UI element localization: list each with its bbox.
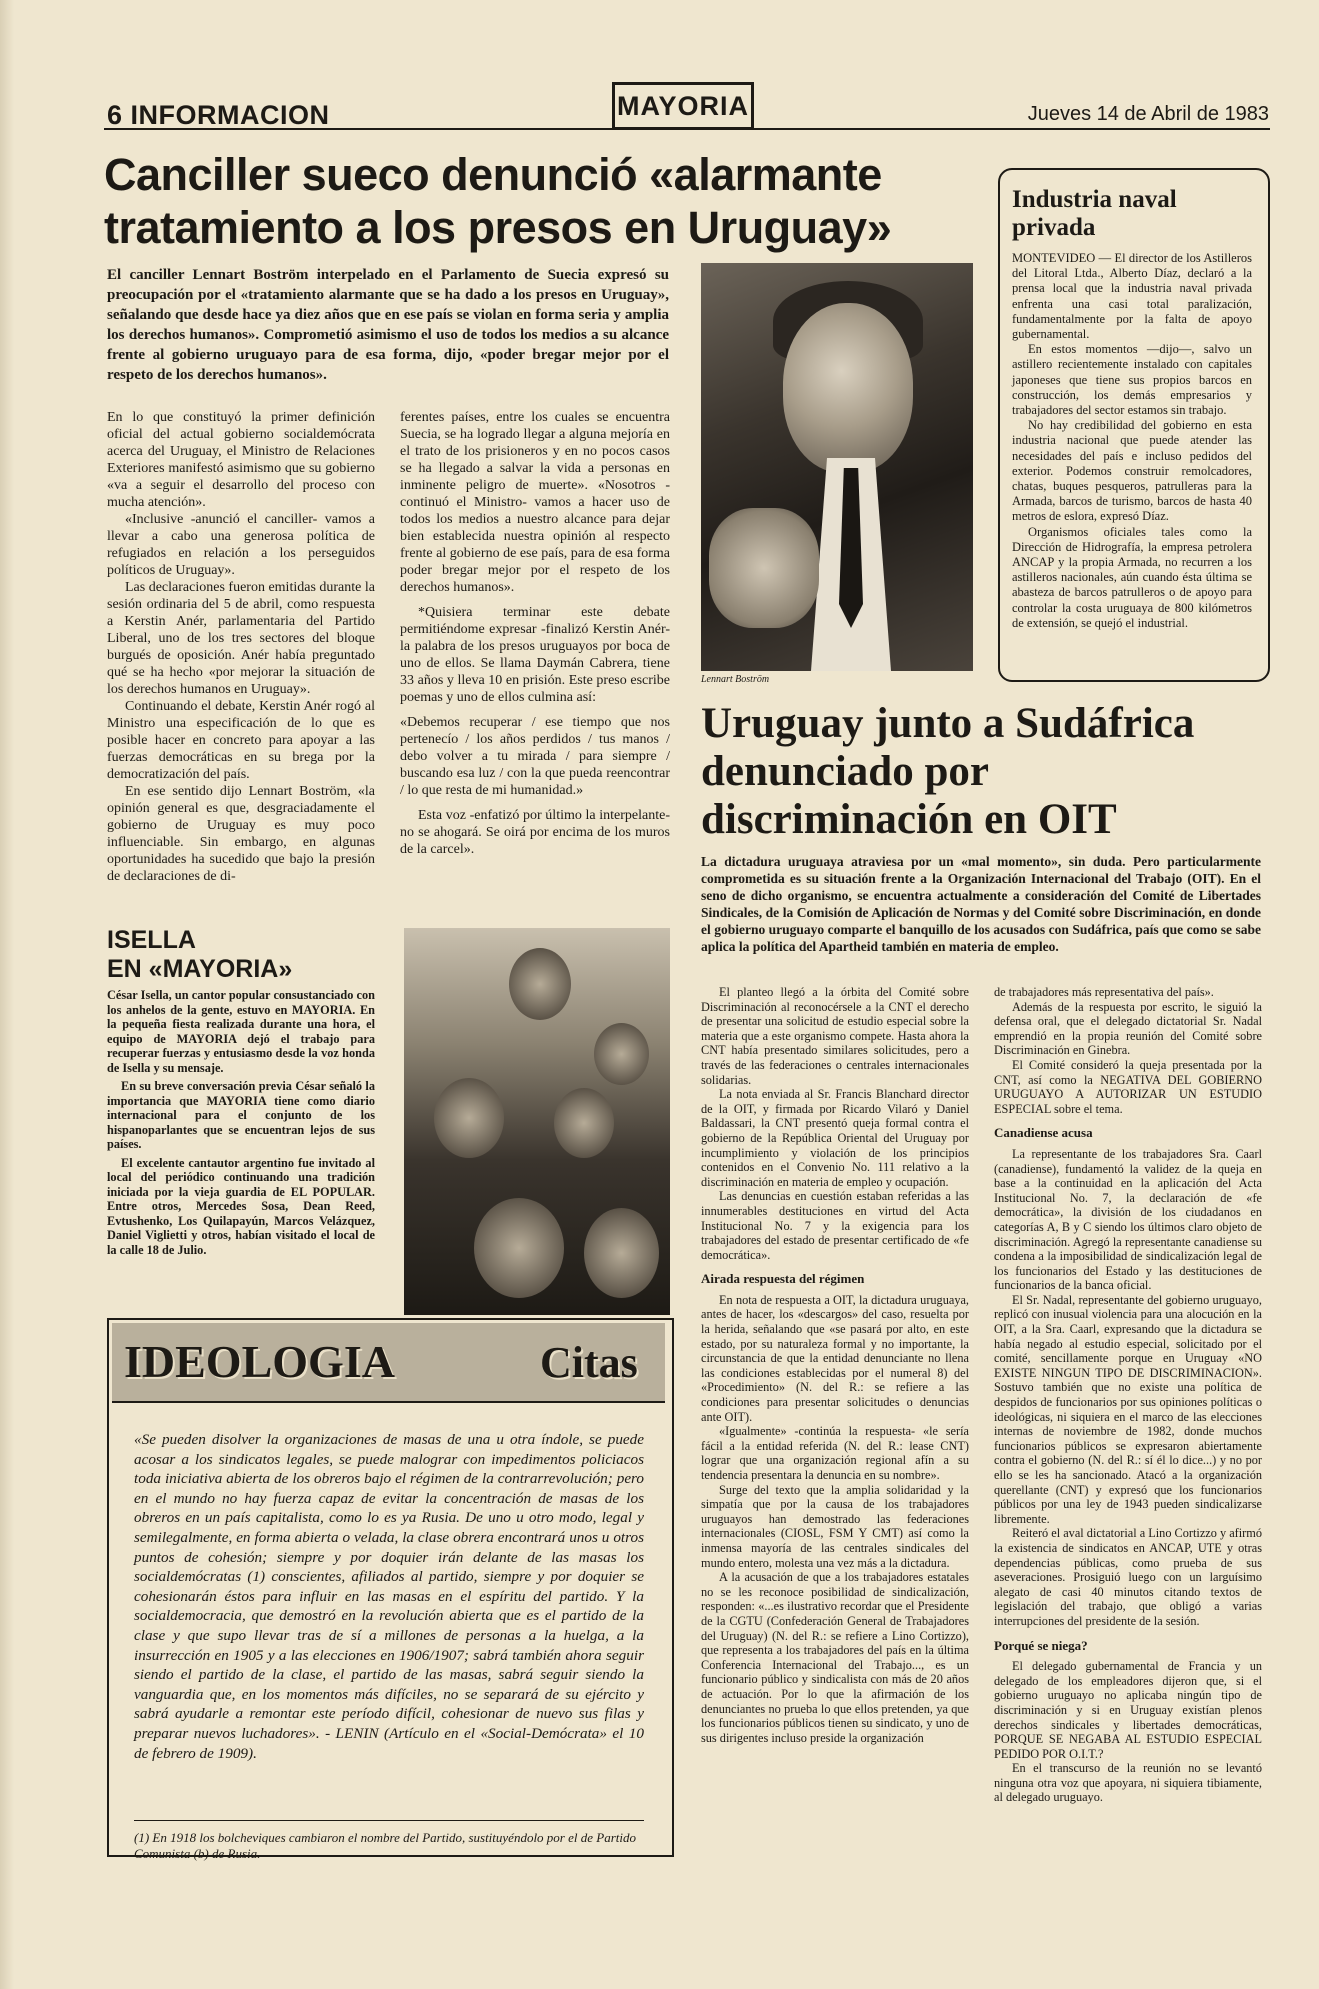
ideologia-title: IDEOLOGIA [124,1336,395,1387]
oit-column-1 [701,985,969,1745]
paragraph: La representante de los trabajadores Sra. Caarl (canadiense), fundamentó la validez de la queja en base a la continuidad en la aplicación del Acta Institucional No. 7, la declaración de «fe democrática», la división de los ciudadanos en categorías A, B y C siendo los últimos claro objeto de discriminación. Agregó la representante canadiense su condena a la imposibilidad de sindicalización legal de los funcionarios del Estado y las destituciones de funcionarios de la banca oficial. [994,1146,1262,1293]
paragraph: «Inclusive -anunció el canciller- vamos a llevar a cabo una generosa política de refugiados en relación a los perseguidos políticos de Uruguay». [107,512,375,578]
concert-photo [404,928,670,1315]
subhead: Airada respuesta del régimen [701,1271,865,1287]
photo-figure [554,1088,614,1158]
paragraph: «Igualmente» -continúa la respuesta- «le sería fácil a la entidad referida (N. del R.: lease CNT) lograr que una organización regional afín a su tendencia presentara la denuncia en su nombre». [701,1424,969,1482]
paragraph: En estos momentos —dijo—, salvo un astillero recientemente instalado con capitales japoneses que tiene sus propios barcos en construcción, los demás empresarios y trabajadores del sector estamos sin trabajo. [1012,342,1252,418]
masthead-rule [104,128,1270,130]
paragraph: El Sr. Nadal, representante del gobierno uruguayo, replicó con inusual violencia para una alocución en la OIT, a la Sra. Caarl, expresando que la dictadura se había negado al estudio especial, solicitado por el comité, sencillamente porque en Uruguay «NO EXISTE NINGUN TIPO DE DISCRIMINACION». Sostuvo también que no existe una política de despidos de funcionarios por sus opiniones políticas o ideológicas, ni siquiera en el marco de las elecciones internas de noviembre de 1982, donde muchos funcionarios públicos se expresaron abiertamente contra el gobierno (N. del R.: sí él lo dice...) y no por ello se les ha sancionado. Atacó a la organización querellante (CNT) y expresó que los funcionarios públicos por una ley de 1943 pueden sindicalizarse libremente. [994,1292,1262,1526]
paragraph: MONTEVIDEO — El director de los Astilleros del Litoral Ltda., Alberto Díaz, declaró a la prensa local que la industria naval privada enfrenta una casi total paralización, fundamentalmente por la falta de apoyo gubernamental. [1012,251,1252,342]
ideologia-quote: «Se pueden disolver la organizaciones de masas de una u otra índole, se puede acosar a los sindicatos legales, se puede malograr con impedimentos policiacos toda iniciativa abierta de los obreros bajo el régimen de la contrarrevolución; pero en el mundo no hay fuerza capaz de evitar la concentración de masas de los obreros en un país capitalista, como lo es ya Rusia. De uno u otro modo, legal y semilegalmente, en forma abierta o velada, la clase obrera encontrará unos u otros puntos de cohesión; siempre y por doquier irán delante de las masas los socialdemócratas (1) conscientes, afiliados al partido, siempre y por doquier se cohesionarán éstos para influir en las masas en el espíritu del partido. Y la socialdemocracia, que demostró en la revolución abierta que es el partido de la clase y que supo llevar tras de sí a millones de personas a la huelga, a la insurrección en 1905 y a las elecciones en 1906/1907; sabrá también ahora seguir siendo el partido de la clase, el partido de las masas, sabrá seguir siendo la vanguardia que, en los momentos más difíciles, no se separará de su ejército y sabrá ayudarle a remontar este período difícil, cohesionar de nuevo sus filas y preparar nuevos luchadores». - LENIN (Artículo en el «Social-Demócrata» el 10 de febrero de 1909). [134,1431,644,1762]
isella-title-line1: ISELLA [107,926,196,954]
paragraph: En su breve conversación previa César señaló la importancia que MAYORIA tiene como diario internacional para el conjunto de los hispanoparlantes que se encuentran lejos de sus países. [107,1079,375,1151]
subhead: Porqué se niega? [994,1637,1088,1653]
issue-date: Jueves 14 de Abril de 1983 [1027,103,1269,125]
logo-text: MAYORIA [616,90,750,121]
paragraph: Reiteró el aval dictatorial a Lino Cortizzo y afirmó la existencia de sindicatos en ANCAP, UTE y otras dependencias públicas, como prueba de sus aseveraciones. Prosiguió luego con un larguísimo alegato de casi 40 minutos citando textos de legislación del trabajo, que obligó a varias interrupciones del presidente de la sesión. [994,1526,1262,1628]
main-headline: Canciller sueco denunció «alarmante tratamiento a los presos en Uruguay» [104,149,892,253]
paragraph: La nota enviada al Sr. Francis Blanchard director de la OIT, y firmada por Ricardo Vilaró y Daniel Baldassari, la CNT presentó queja formal contra el gobierno de la República Oriental del Uruguay por incumplimiento y violación de los principios contenidos en el Convenio No. 111 relativo a la discriminación en materia de empleo y ocupación. [701,1087,969,1189]
isella-body [107,988,375,1261]
sidebar-body [1012,251,1252,631]
page-section-label: 6 INFORMACION [107,100,330,130]
ideologia-footnote: (1) En 1918 los bolcheviques cambiaron el nombre del Partido, sustituyéndolo por el de Partido Comunista (b) de Rusia. [134,1830,636,1861]
paragraph: El planteo llegó a la órbita del Comité sobre Discriminación al reconocérsele a la CNT el derecho de presentar una solicitud de estudio especial sobre la materia que a este organismo compete. Hasta ahora la CNT había presentado similares solicitudes, pero a través de las federaciones o centrales internacionales solidarias. [701,985,969,1087]
photo-figure [594,1023,649,1085]
photo-figure [474,1198,564,1298]
oit-column-2 [994,985,1262,1805]
subhead: Canadiense acusa [994,1125,1093,1141]
isella-title-line2: EN «MAYORIA» [107,955,293,983]
isella-title [107,926,292,984]
main-column-2 [400,409,670,858]
photo-hand [709,508,819,628]
photo-figure [509,948,571,1020]
main-column-1 [107,409,375,885]
newspaper-logo [612,82,754,130]
paragraph: No hay credibilidad del gobierno en esta industria nacional que puede atender las necesidades del país e incluso pedidos del exterior. Podemos construir remolcadores, chatas, buques pesqueros, patrulleras para la Armada, barcos de turismo, barcos de hasta 40 metros de eslora, expresó Díaz. [1012,418,1252,524]
paragraph: En nota de respuesta a OIT, la dictadura uruguaya, antes de hacer, los «descargos» del caso, resuelta por la herida, señalando que «se pasará por alto, en este estado, por su naturaleza formal y no importante, la circunstancia de que la entidad denunciante no llena las condiciones establecidas por el numeral 8) del «Procedimiento» (N. del R.: se refiere a las condiciones para presentar solicitudes o denuncias ante OIT). [701,1292,969,1424]
paragraph: En el transcurso de la reunión no se levantó ninguna otra voz que apoyara, ni siquiera tibiamente, al delegado uruguayo. [994,1761,1262,1805]
photo-face [783,303,913,473]
paragraph: El delegado gubernamental de Francia y un delegado de los empleadores dijeron que, si el gobierno uruguayo no aplicaba ningún tipo de discriminación y si en Uruguay existían plenos derechos sindicales y libertades democráticas, PORQUE SE NEGABA AL ESTUDIO ESPECIAL PEDIDO POR O.I.T.? [994,1659,1262,1761]
photo-figure [584,1208,659,1298]
ideologia-tag: Citas [540,1338,638,1387]
paragraph: Organismos oficiales tales como la Dirección de Hidrografía, la empresa petrolera ANCAP y la propia Armada, no recurren a los astilleros nacionales, aún cuando ésta última se abasteza de barcos patrulleros o de apoyo para controlar la costa uruguaya de 800 kilómetros de extensión, se quejó el industrial. [1012,524,1252,630]
photo-caption: Lennart Boström [701,674,770,685]
poem: «Debemos recuperar / ese tiempo que nos pertenecío / los años perdidos / tus manos / debo volver a tu mirada / para siempre / buscando esa luz / con la que pueda reencontrar / lo que resta de mi humanidad.» [400,715,670,798]
paragraph: Continuando el debate, Kerstin Anér rogó al Ministro una especificación de lo que es posible hacer en concreto para apoyar a las fuerzas democráticas en su brega por la democratización del país. [107,699,375,782]
footnote-rule [134,1820,644,1821]
paragraph: Además de la respuesta por escrito, le siguió la defensa oral, que el delegado dictatorial Sr. Nadal emprendió en la propia reunión del Comité sobre Discriminación en Ginebra. [994,999,1262,1058]
paragraph: Esta voz -enfatizó por último la interpelante- no se ahogará. Se oirá por encima de los muros de la carcel». [400,808,670,857]
paragraph: En ese sentido dijo Lennart Boström, «la opinión general es que, desgraciadamente el gobierno de Uruguay es muy poco influenciable. Sin embargo, en algunas oportunidades ha sucedido que bajo la presión de declaraciones de di- [107,784,375,884]
paragraph: En lo que constituyó la primer definición oficial del actual gobierno socialdemócrata acerca del Uruguay, el Ministro de Relaciones Exteriores manifestó asimismo que su gobierno «va a seguir el desarrollo del proceso con mucha atención». [107,410,375,510]
paragraph: *Quisiera terminar este debate permitiéndome expresar -finalizó Kerstin Anér- la palabra de los presos uruguayos por boca de uno de ellos. Se llama Daymán Cabrera, tiene 33 años y lleva 10 en prisión. Este preso escribe poemas y uno de ellos culmina así: [400,605,670,705]
paragraph: Las denuncias en cuestión estaban referidas a las innumerables destituciones en virtud del Acta Institucional No. 7 y la exigencia para los trabajadores del estado de presentar certificado de «fe democrática». [701,1189,969,1262]
paragraph: A la acusación de que a los trabajadores estatales no se les reconoce posibilidad de sindicalización, responden: «...es ilustrativo recordar que el Presidente de la CGTU (Confederación General de Trabajadores del Uruguay) (N. del R.: se refiere a Lino Cortizzo), que representa a los trabajadores del país en la última Conferencia Internacional del Trabajo..., es un funcionario público y sindicalista con más de 20 años de actuación. Por lo que la afirmación de los denunciantes no prueba lo que ellos pretenden, ya que los funcionarios públicos tienen su sindicato, y uno de sus dirigentes incluso preside la organización [701,1570,969,1745]
main-lead: El canciller Lennart Boström interpelado en el Parlamento de Suecia expresó su preocupación por el «tratamiento alarmante que se ha dado a los presos en Uruguay», señalando que desde hace ya diez años que en ese país se violan en forma seria y amplia los derechos humanos». Comprometió asimismo el uso de todos los medios a su alcance frente al gobierno uruguayo para de esa forma, dijo, «poder bregar mejor por el respeto de los derechos humanos». [107,267,669,383]
oit-lead: La dictadura uruguaya atraviesa por un «mal momento», sin duda. Pero particularmente comprometida es su situación frente a la Organización Internacional del Trabajo (OIT). En el seno de dicho organismo, se encuentra actualmente a consideración del Comité de Libertades Sindicales, de la Comisión de Aplicación de Normas y del Comité sobre Discriminación, en donde el gobierno uruguayo comparte el banquillo de los acusados con Sudáfrica, país que como se sabe aplica la política del Apartheid también en materia de empleo. [701,854,1261,954]
paragraph: de trabajadores más representativa del país». [994,985,1214,999]
paragraph: César Isella, un cantor popular consustanciado con los anhelos de la gente, estuvo en MAYORIA. En la pequeña fiesta realizada durante una hora, el equipo de MAYORIA dejó el trabajo para recuperar fuerzas y entusiasmo desde la voz honda de Isella y su mensaje. [107,988,375,1075]
paragraph: El Comité consideró la queja presentada por la CNT, así como la NEGATIVA DEL GOBIERNO URUGUAYO A AUTORIZAR UN ESTUDIO ESPECIAL sobre el tema. [994,1057,1262,1116]
paragraph: Las declaraciones fueron emitidas durante la sesión ordinaria del 5 de abril, como respuesta a Kerstin Anér, parlamentaria del Partido Liberal, uno de los tres sectores del bloque burgués de oposición. Anér había preguntado qué se ha hecho «por mejorar la situación de los derechos humanos en Uruguay». [107,580,375,697]
paragraph: Surge del texto que la amplia solidaridad y la simpatía que por la causa de los trabajadores uruguayos han demostrado las federaciones internacionales (CIOSL, FSM Y CMT) así como la inmensa mayoría de las centrales sindicales del mundo entero, molesta una vez más a la dictadura. [701,1482,969,1570]
sidebar-title: Industria naval privada [1012,186,1177,241]
paragraph: ferentes países, entre los cuales se encuentra Suecia, se ha logrado llegar a alguna mejoría en el trato de los prisioneros y en no pocos casos se ha llegado a salvar la vida a personas en inminente peligro de muerte». «Nosotros -continuó el Ministro- vamos a hacer uso de todos los medios a nuestro alcance para dejar bien establecida nuestra opinión al respecto frente al gobierno de ese país, para de esa forma poder bregar mejor por el respeto de los derechos humanos». [400,410,670,595]
oit-headline: Uruguay junto a Sudáfrica denunciado por discriminación en OIT [701,700,1195,843]
portrait-photo [701,263,973,671]
page-edge-left [0,0,14,1989]
paragraph: El excelente cantautor argentino fue invitado al local del periódico continuando una tradición iniciada por la vieja guardia de EL POPULAR. Entre otros, Mercedes Sosa, Dean Reed, Evtushenko, Los Quilapayún, Marcos Velázquez, Daniel Viglietti y otros, habían visitado el local de la calle 18 de Julio. [107,1155,375,1257]
photo-figure [434,1078,504,1158]
